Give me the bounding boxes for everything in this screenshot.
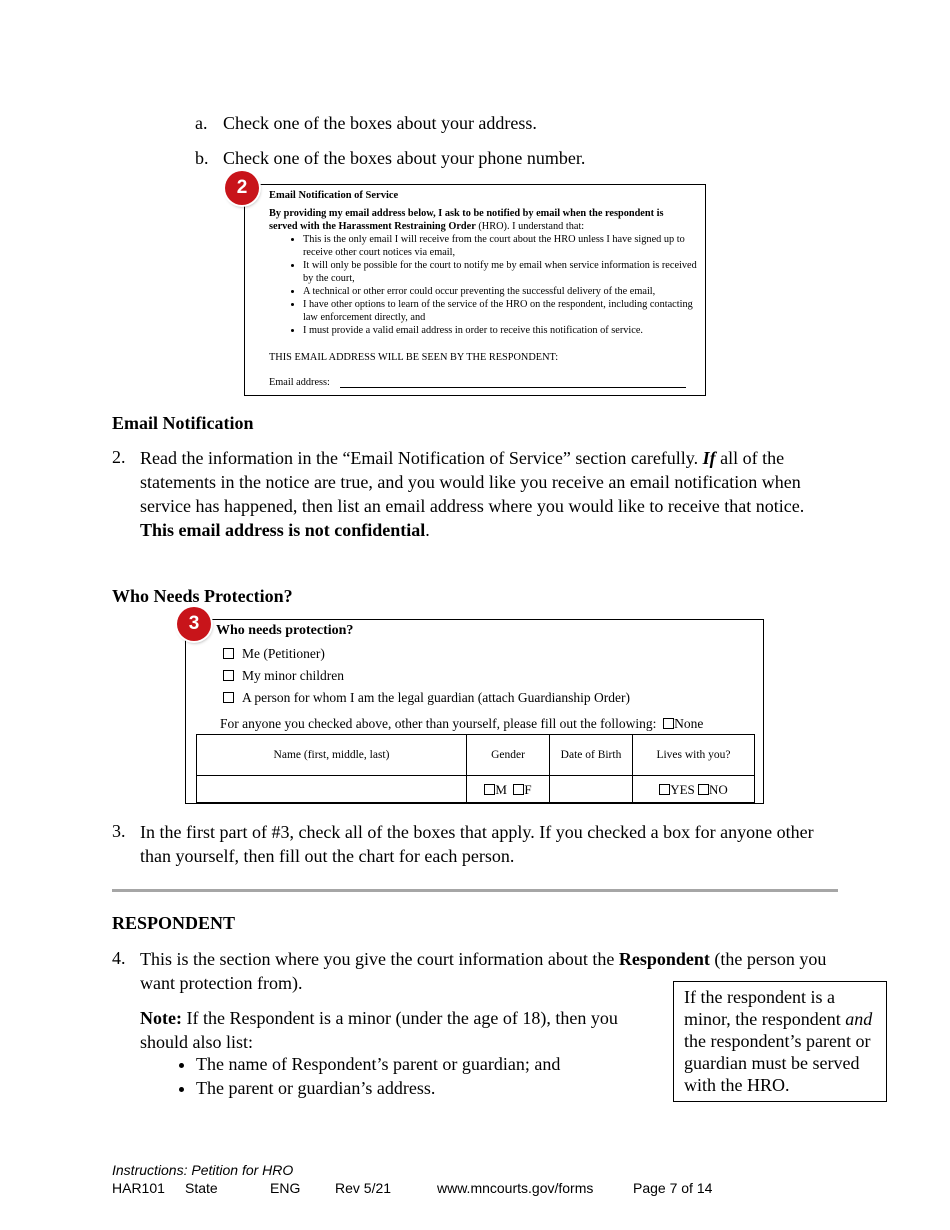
email-form-bullet: • It will only be possible for the court to notify me by email when service information is received by the court, (303, 259, 703, 285)
respondent-heading: RESPONDENT (112, 913, 236, 933)
checkbox (698, 784, 709, 795)
column-header: Date of Birth (550, 735, 633, 776)
email-form-bullet: • This is the only email I will receive from the court about the HRO unless I have signed up to receive other court notices via email, (303, 233, 703, 259)
checkbox (484, 784, 495, 795)
gender-cell (467, 776, 550, 803)
step-b-marker: b. (195, 148, 209, 168)
no-label: NO (709, 781, 728, 797)
checkbox (223, 692, 234, 703)
email-form-bullet: • I have other options to learn of the service of the HRO on the respondent, including contacting law enforcement directly, and (303, 298, 703, 324)
protection-form (185, 619, 764, 804)
step-badge-2: 2 (225, 171, 259, 205)
respondent-bullet: • The name of Respondent’s parent or guardian; and (196, 1052, 636, 1076)
option-me (223, 645, 325, 662)
email-section-heading: Email Notification (112, 413, 254, 433)
email-address-label: Email address: (269, 377, 330, 388)
fill-instruction (220, 715, 703, 732)
footer-lang: ENG (270, 1180, 301, 1196)
note-text: If the Respondent is a minor (under the age of 18), then you should also list: (140, 1008, 618, 1052)
step-a-marker: a. (195, 113, 208, 133)
email-form-bullet: • A technical or other error could occur preventing the successful delivery of the email, (303, 285, 703, 298)
email-section-text-2: all of the statements in the notice are true, and you would like you receive an email notification when service has happened, then list an email address where you would like to receive that notice. (140, 448, 805, 516)
protection-question: Who needs protection? (216, 623, 354, 638)
footer-state: State (185, 1180, 218, 1196)
step-a (195, 112, 537, 135)
table-header-row (197, 735, 755, 776)
sidebox-and: and (845, 1009, 873, 1029)
checkbox (223, 670, 234, 681)
table-row (197, 776, 755, 803)
respondent-bullet: • The parent or guardian’s address. (196, 1076, 636, 1100)
name-cell (197, 776, 467, 803)
option-minor-children (223, 667, 344, 684)
gender-f: F (524, 781, 532, 797)
email-notification-form (244, 184, 706, 396)
option-label: My minor children (242, 668, 344, 683)
email-not-confidential: This email address is not confidential (140, 520, 426, 540)
column-header: Gender (467, 735, 550, 776)
email-form-bullet: • I must provide a valid email address in order to receive this notification of service. (303, 324, 703, 337)
checkbox (659, 784, 670, 795)
checkbox (663, 718, 674, 729)
email-address-line (340, 387, 686, 388)
protection-section-text: In the first part of #3, check all of the boxes that apply. If you checked a box for anyone other than yourself, then fill out the chart for each person. (140, 822, 814, 866)
protection-section-marker: 3. (112, 821, 126, 841)
email-form-bullets (265, 233, 703, 337)
email-section-text-1: Read the information in the “Email Notification of Service” section carefully. (140, 448, 703, 468)
column-header: Lives with you? (633, 735, 755, 776)
footer-url: www.mncourts.gov/forms (437, 1180, 594, 1196)
protected-persons-table (196, 734, 755, 804)
sidebox-text-2: the respondent’s parent or guardian must be served with the HRO. (684, 1031, 871, 1095)
footer (0, 1162, 950, 1202)
checkbox (223, 648, 234, 659)
step-b (195, 147, 585, 170)
sidebox-text-1: If the respondent is a minor, the respondent (684, 987, 846, 1029)
step-b-text: Check one of the boxes about your phone number. (223, 148, 586, 168)
footer-title: Instructions: Petition for HRO (112, 1162, 294, 1178)
fill-text: For anyone you checked above, other than yourself, please fill out the following: (220, 716, 657, 731)
respondent-bullets (140, 1052, 636, 1100)
email-section-if: If (702, 448, 716, 468)
protection-section-heading: Who Needs Protection? (112, 586, 293, 606)
dob-cell (550, 776, 633, 803)
email-section-text-end: . (425, 520, 430, 540)
respondent-bold: Respondent (618, 949, 710, 969)
respondent-text-1: This is the section where you give the court information about the (140, 949, 619, 969)
lives-with-cell (633, 776, 755, 803)
minor-respondent-note-box (673, 981, 887, 1102)
none-label: None (674, 716, 704, 731)
respondent-note (140, 1006, 640, 1054)
option-label: Me (Petitioner) (242, 646, 325, 661)
email-form-title: Email Notification of Service (269, 190, 399, 201)
email-form-intro-bold: By providing my email address below, I ask to be notified by email when the respondent is served with the Harassment Restraining Order (269, 208, 664, 232)
note-label: Note: (140, 1008, 182, 1028)
option-label: A person for whom I am the legal guardian (attach Guardianship Order) (242, 690, 630, 705)
footer-rev: Rev 5/21 (335, 1180, 392, 1196)
respondent-marker: 4. (112, 948, 126, 968)
step-badge-3: 3 (177, 607, 211, 641)
email-form-intro-rest: (HRO). I understand that: (475, 221, 585, 232)
respondent-text-2: (the person you want protection from). (140, 949, 827, 993)
email-section-text (140, 446, 830, 542)
column-header: Name (first, middle, last) (197, 735, 467, 776)
footer-page: Page 7 of 14 (633, 1180, 713, 1196)
email-form-intro (269, 207, 689, 233)
option-legal-guardian (223, 689, 630, 706)
email-section-marker: 2. (112, 447, 126, 467)
step-a-text: Check one of the boxes about your address. (223, 113, 537, 133)
gender-m: M (495, 781, 507, 797)
section-divider (112, 889, 838, 892)
table-row (197, 803, 755, 805)
checkbox (513, 784, 524, 795)
email-seen-notice: THIS EMAIL ADDRESS WILL BE SEEN BY THE RESPONDENT: (269, 352, 559, 363)
yes-label: YES (670, 781, 695, 797)
footer-form-id: HAR101 (112, 1180, 165, 1196)
